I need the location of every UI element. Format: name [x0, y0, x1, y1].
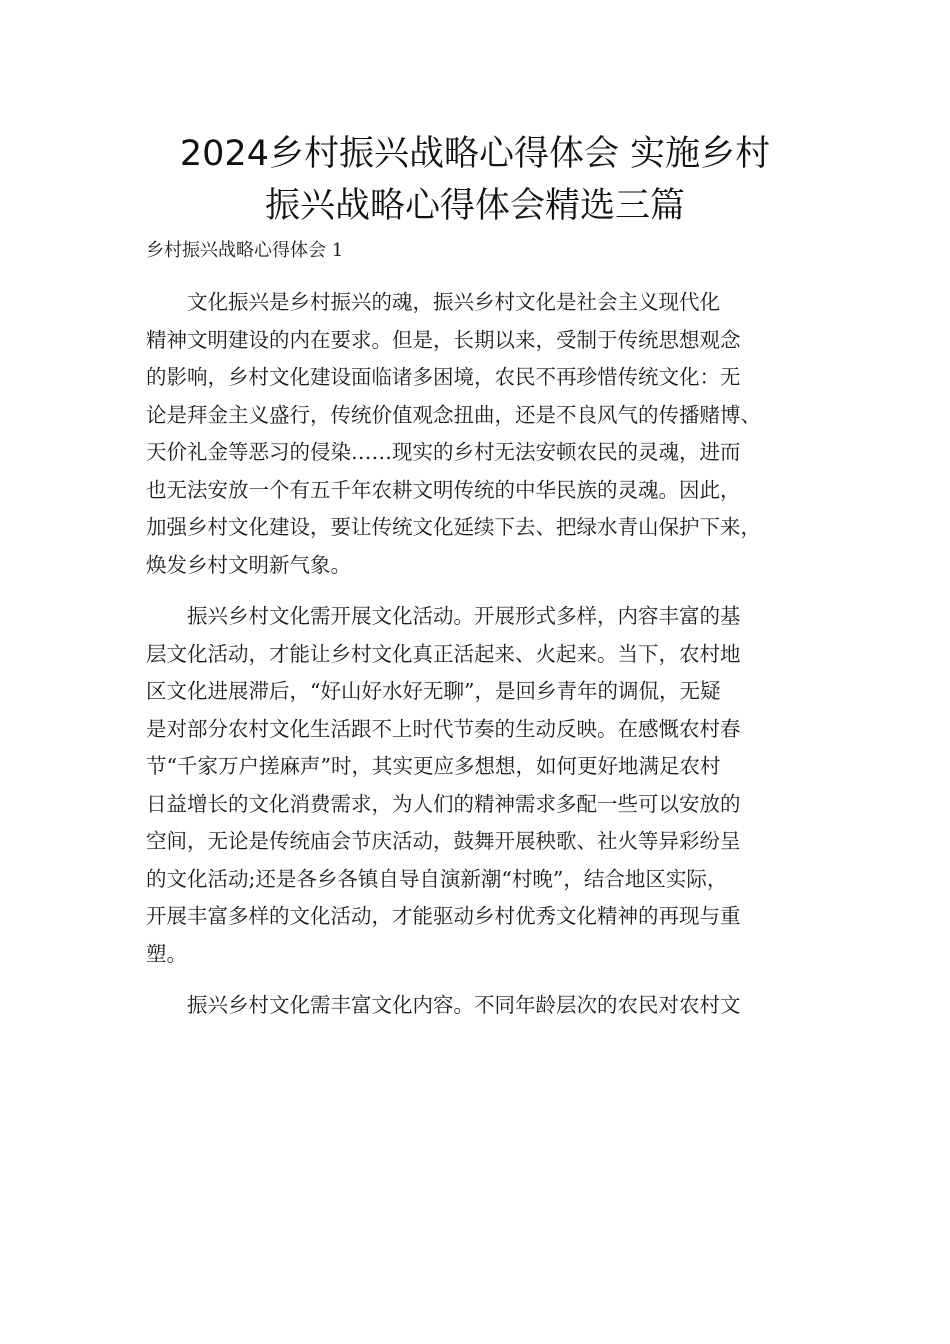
- text-line: 节“千家万户搓麻声”时，其实更应多想想，如何更好地满足农村: [146, 754, 721, 778]
- text-line: 层文化活动，才能让乡村文化真正活起来、火起来。当下，农村地: [146, 641, 741, 666]
- text-line: 天价礼金等恶习的侵染……现实的乡村无法安顿农民的灵魂，进而: [146, 440, 741, 464]
- text-line: 振兴乡村文化需开展文化活动。开展形式多样，内容丰富的基: [146, 604, 741, 628]
- document-title: [100, 128, 850, 232]
- paragraph: [146, 987, 826, 1025]
- text-line: 文化振兴是乡村振兴的魂，振兴乡村文化是社会主义现代化: [146, 290, 720, 314]
- paragraph: [146, 598, 826, 973]
- text-line: 塑。: [146, 941, 187, 966]
- text-line: 焕发乡村文明新气象。: [146, 552, 351, 577]
- text-line: 日益增长的文化消费需求，为人们的精神需求多配一些可以安放的: [146, 791, 741, 816]
- section-heading: 乡村振兴战略心得体会 1: [146, 240, 344, 261]
- text-line: 精神文明建设的内在要求。但是，长期以来，受制于传统思想观念: [146, 327, 741, 352]
- text-line: 空间，无论是传统庙会节庆活动，鼓舞开展秧歌、社火等异彩纷呈: [146, 829, 741, 853]
- text-line: 是对部分农村文化生活跟不上时代节奏的生动反映。在感慨农村春: [146, 716, 741, 741]
- title-line: 振兴战略心得体会精选三篇: [264, 186, 685, 226]
- text-line: 的影响，乡村文化建设面临诸多困境，农民不再珍惜传统文化：无: [146, 365, 741, 389]
- text-line: 的文化活动;还是各乡各镇自导自演新潮“村晚”，结合地区实际，: [146, 866, 728, 891]
- paragraph: [146, 284, 826, 584]
- document-body: [146, 284, 826, 1039]
- text-line: 振兴乡村文化需丰富文化内容。不同年龄层次的农民对农村文: [146, 993, 741, 1017]
- text-line: 开展丰富多样的文化活动，才能驱动乡村优秀文化精神的再现与重: [146, 904, 741, 928]
- title-line: 2024乡村振兴战略心得体会 实施乡村: [179, 134, 771, 174]
- text-line: 也无法安放一个有五千年农耕文明传统的中华民族的灵魂。因此，: [146, 477, 741, 502]
- text-line: 论是拜金主义盛行，传统价值观念扭曲，还是不良风气的传播赌博、: [146, 402, 761, 427]
- text-line: 区文化进展滞后，“好山好水好无聊”，是回乡青年的调侃，无疑: [146, 679, 721, 703]
- text-line: 加强乡村文化建设，要让传统文化延续下去、把绿水青山保护下来，: [146, 515, 761, 539]
